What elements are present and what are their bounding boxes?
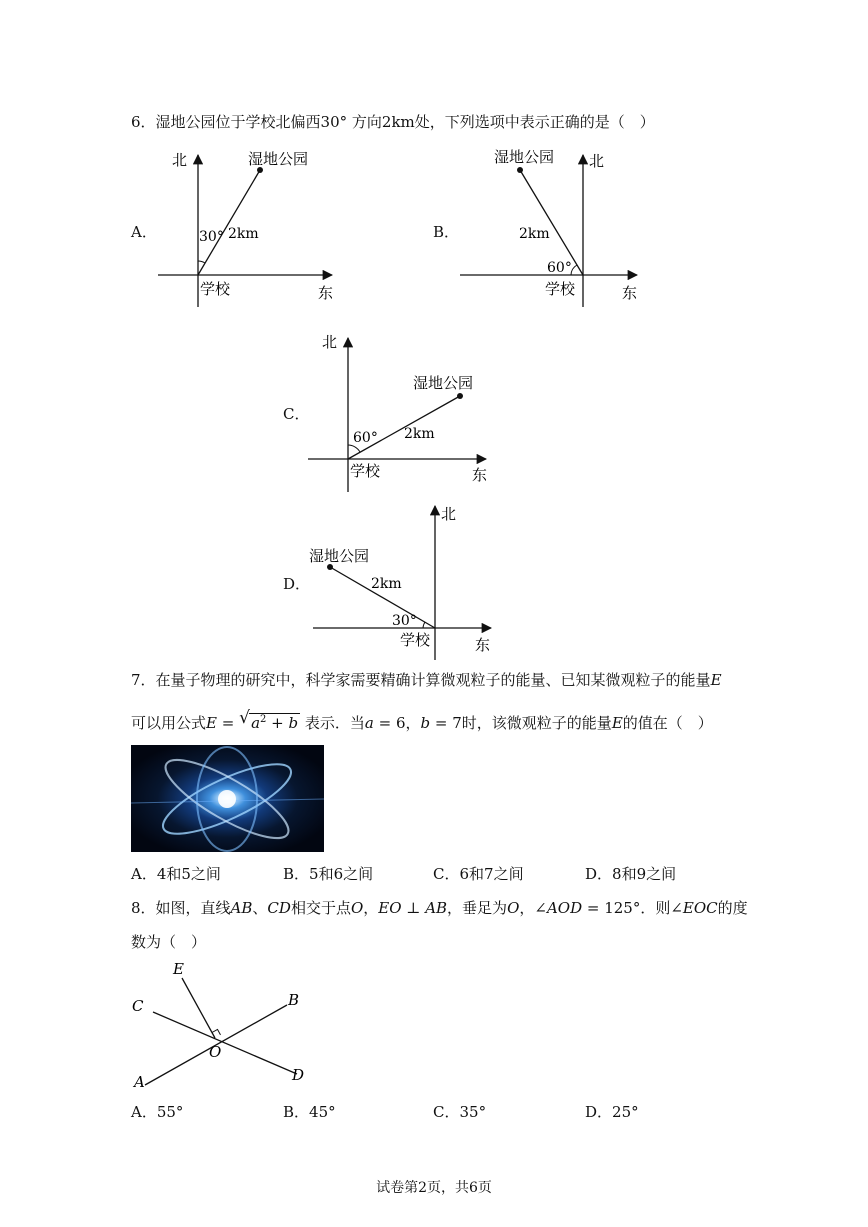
school-label: 学校 <box>400 631 431 649</box>
q6-option-b-diagram <box>455 145 655 315</box>
angle-label: 30° <box>392 613 417 629</box>
q8-option-c: C．35° <box>433 1103 487 1121</box>
distance-label: 2km <box>371 576 402 592</box>
cond-a: a <box>364 714 374 732</box>
q7-line2-b: 表示．当 <box>300 714 365 732</box>
angle-label: 60° <box>547 260 572 276</box>
line-cd <box>153 1012 297 1074</box>
formula-eq: = <box>216 714 240 732</box>
park-label: 湿地公园 <box>494 148 555 166</box>
q6-stem: 6．湿地公园位于学校北偏西30° 方向2km处，下列选项中表示正确的是（ ） <box>131 113 655 131</box>
north-label: 北 <box>172 151 188 169</box>
q8-geometry-diagram <box>125 958 325 1093</box>
formula-plus: + <box>266 714 289 732</box>
q6-option-d-letter: D． <box>283 575 311 593</box>
park-label: 湿地公园 <box>413 374 474 392</box>
q7-option-c: C．6和7之间 <box>433 865 524 883</box>
east-label: 东 <box>475 636 491 654</box>
label-c: C <box>132 997 144 1015</box>
school-label: 学校 <box>545 280 576 298</box>
label-d: D <box>292 1066 305 1084</box>
north-label: 北 <box>322 333 338 351</box>
cond-b: b <box>420 714 431 732</box>
q8-eo: EO <box>378 899 402 917</box>
park-point <box>517 167 523 173</box>
cond-a-val: = 6 <box>373 714 406 732</box>
label-a: A <box>134 1073 145 1091</box>
angle-label: 60° <box>353 430 378 446</box>
q8-perp: ⊥ <box>401 899 426 917</box>
angle-arc <box>571 265 577 275</box>
distance-label: 2km <box>519 226 550 242</box>
q6-option-c-letter: C． <box>283 405 310 423</box>
q8-o: O <box>350 899 364 917</box>
q6-option-c-diagram <box>300 330 500 495</box>
park-point <box>457 393 463 399</box>
east-label: 东 <box>622 284 638 302</box>
q7-line2 <box>131 710 713 733</box>
q7-line2-c: 时，该微观粒子的能量 <box>461 714 612 732</box>
cond-sep: ， <box>405 714 421 732</box>
formula-lhs: E <box>206 714 217 732</box>
park-label: 湿地公园 <box>248 150 309 168</box>
q7-line2-a: 可以用公式 <box>131 714 207 732</box>
school-label: 学校 <box>200 280 231 298</box>
angle-arc <box>423 622 425 628</box>
formula-a: a <box>251 714 261 732</box>
formula-exp: 2 <box>260 714 267 725</box>
q7-option-b: B．5和6之间 <box>283 865 374 883</box>
q8-option-a: A．55° <box>131 1103 184 1121</box>
q7-var-e: E <box>710 671 722 689</box>
q8-cd: CD <box>267 899 291 917</box>
north-label: 北 <box>589 152 605 170</box>
angle-arc <box>198 261 205 263</box>
q7-option-d: D．8和9之间 <box>585 865 677 883</box>
distance-label: 2km <box>228 226 259 242</box>
q8-line1 <box>131 898 748 918</box>
park-ray <box>198 170 260 275</box>
q6-option-a-letter: A． <box>131 223 157 241</box>
angle-arc <box>348 445 360 452</box>
distance-label: 2km <box>404 426 435 442</box>
q8-eoc: EOC <box>682 899 718 917</box>
q7-var-e2: E <box>611 714 623 732</box>
q8-text-d: ， <box>363 899 379 917</box>
north-label: 北 <box>441 505 457 523</box>
q8-text-f: ，∠ <box>519 899 547 917</box>
angle-label: 30° <box>199 229 224 245</box>
q8-aod: AOD <box>546 899 583 917</box>
q8-option-d: D．25° <box>585 1103 639 1121</box>
q8-ab2: AB <box>425 899 448 917</box>
q7-line2-d: 的值在（ ） <box>622 714 713 732</box>
cond-b-val: = 7 <box>430 714 462 732</box>
q6-option-a-diagram <box>150 145 350 315</box>
q8-option-b: B．45° <box>283 1103 336 1121</box>
label-o: O <box>209 1043 222 1061</box>
formula-b: b <box>288 714 299 732</box>
quantum-atom-image <box>131 745 324 852</box>
atom-orbits <box>131 745 324 852</box>
q8-ab: AB <box>230 899 253 917</box>
park-label: 湿地公园 <box>309 547 370 565</box>
q7-option-a: A．4和5之间 <box>131 865 221 883</box>
q8-text-g: = 125°．则∠ <box>582 899 683 917</box>
q8-text-a: 8．如图，直线 <box>131 899 231 917</box>
q6-option-b-letter: B． <box>433 223 460 241</box>
q8-o2: O <box>507 899 520 917</box>
label-b: B <box>288 991 300 1009</box>
q7-line1 <box>131 670 722 690</box>
east-label: 东 <box>472 466 488 484</box>
q8-text-b: 、 <box>252 899 268 917</box>
label-e: E <box>173 960 184 978</box>
q8-text-h: 的度 <box>717 899 748 917</box>
q7-line1-text: 7．在量子物理的研究中，科学家需要精确计算微观粒子的能量、已知某微观粒子的能量 <box>131 671 711 689</box>
ray-eo <box>182 978 215 1038</box>
east-label: 东 <box>318 284 334 302</box>
q8-text-c: 相交于点 <box>290 899 351 917</box>
formula-radical: √ $a^2 + b$ <box>239 708 299 732</box>
school-label: 学校 <box>350 462 381 480</box>
q8-line2: 数为（ ） <box>131 933 207 951</box>
page-footer: 试卷第2页，共6页 <box>376 1180 492 1196</box>
q6-option-d-diagram <box>305 500 505 665</box>
q8-text-e: ，垂足为 <box>447 899 508 917</box>
